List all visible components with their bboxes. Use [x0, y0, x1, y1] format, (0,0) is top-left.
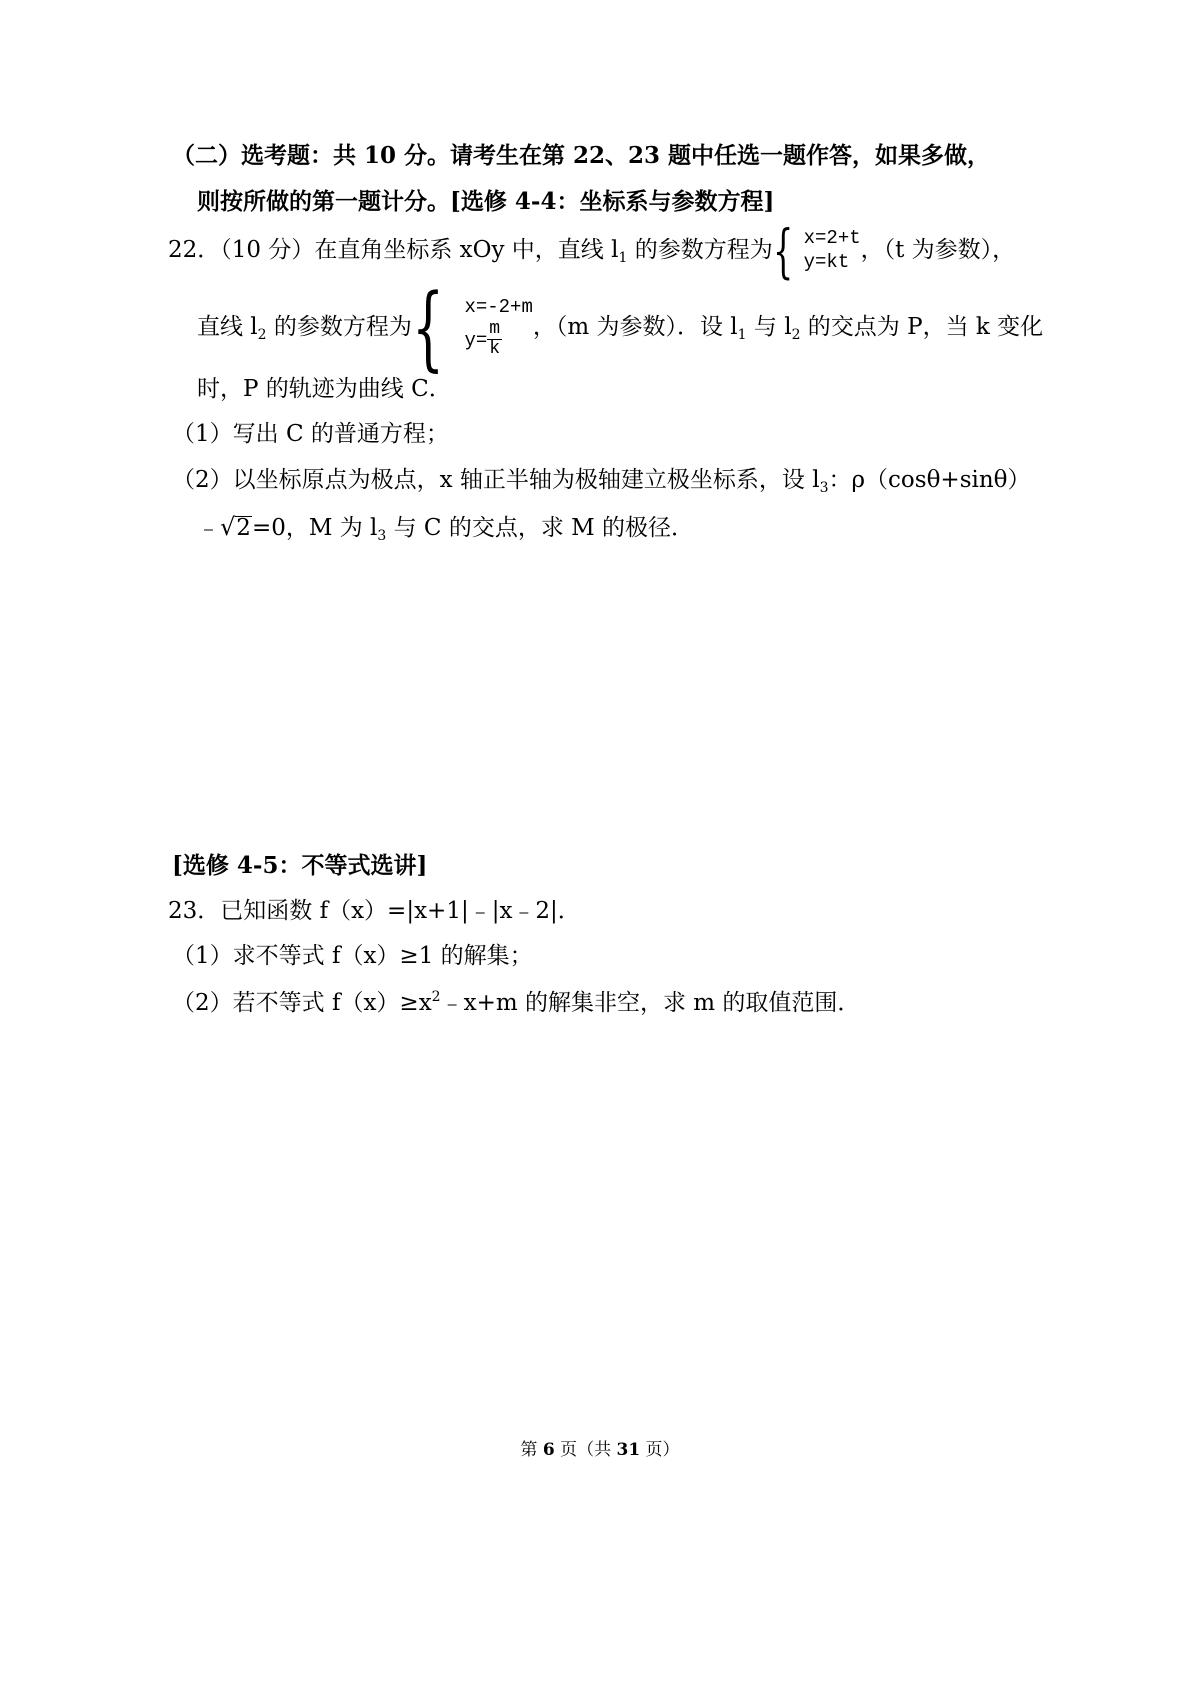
- l1-x-equation: x=2+t: [803, 227, 861, 250]
- q22-text-b: 的参数方程为: [627, 237, 773, 263]
- q22-sub-1: 1: [618, 250, 628, 266]
- q22-l2-a: 直线 l: [197, 314, 258, 340]
- q22-l2-sub1: 1: [737, 327, 747, 343]
- question-22-line2: [197, 274, 1044, 381]
- l1-y-equation: y=kt: [803, 251, 850, 273]
- q22-text-a: 22．（10 分）在直角坐标系 xOy 中，直线 l: [168, 237, 619, 263]
- question-22-part2: （2）以坐标原点为极点，x 轴正半轴为极轴建立极坐标系，设 $l_3$：ρ（cosθ+sinθ）: [172, 467, 1031, 496]
- q22-l2-d: 与 l: [746, 314, 792, 340]
- question-22-part2-cont: ﹣√2=0，M 为 $l_3$ 与 C 的交点，求 M 的极径．: [197, 513, 695, 544]
- q22-l2-c: ，（m 为参数）．设 l: [532, 314, 738, 340]
- section-header-line2: 则按所做的第一题计分。[选修 4-4：坐标系与参数方程]: [197, 188, 775, 215]
- q22-l2-e: 的交点为 P，当 k 变化: [800, 314, 1044, 340]
- fraction-m-over-k: $\frac{m}{k}$: [489, 318, 501, 360]
- question-23-part1: （1）求不等式 f（x）≥1 的解集；: [172, 943, 533, 969]
- total-pages: 31: [616, 1440, 641, 1460]
- l2-y-equation: y= $\frac{m}{k}$: [464, 318, 501, 360]
- brace-icon: {: [411, 274, 445, 381]
- parametric-system-l2: [411, 274, 533, 381]
- parametric-system-l1: [772, 217, 861, 285]
- sqrt-radicand: 2: [236, 515, 251, 541]
- question-23-part2: （2）若不等式 $f(x)\ge x^2﹣x+m$ 的解集非空，求 m 的取值范围．: [172, 989, 861, 1016]
- question-22-line1: [168, 217, 1016, 285]
- page-footer: 第 6 页（共 31 页）: [520, 1440, 680, 1460]
- sqrt-icon: √: [220, 513, 236, 541]
- q22-l2-b: 的参数方程为: [266, 314, 412, 340]
- q22-l2-sub2: 2: [791, 327, 801, 343]
- brace-icon: {: [772, 217, 794, 285]
- question-23-stem: 23．已知函数 f（x）=|x+1|﹣|x﹣2|．: [168, 898, 581, 924]
- question-22-part1: （1）写出 C 的普通方程；: [172, 421, 449, 447]
- section-4-5-title: [选修 4-5：不等式选讲]: [172, 852, 428, 879]
- question-22-line3: 时，P 的轨迹为曲线 C．: [197, 376, 452, 402]
- q22-l2-sub: 2: [257, 327, 267, 343]
- section-header-line1: （二）选考题：共 10 分。请考生在第 22、23 题中任选一题作答，如果多做，: [172, 142, 991, 169]
- l2-x-equation: x=-2+m: [464, 295, 533, 318]
- page-number: 6: [542, 1440, 555, 1460]
- q22-text-c: ，（t 为参数），: [860, 237, 1016, 263]
